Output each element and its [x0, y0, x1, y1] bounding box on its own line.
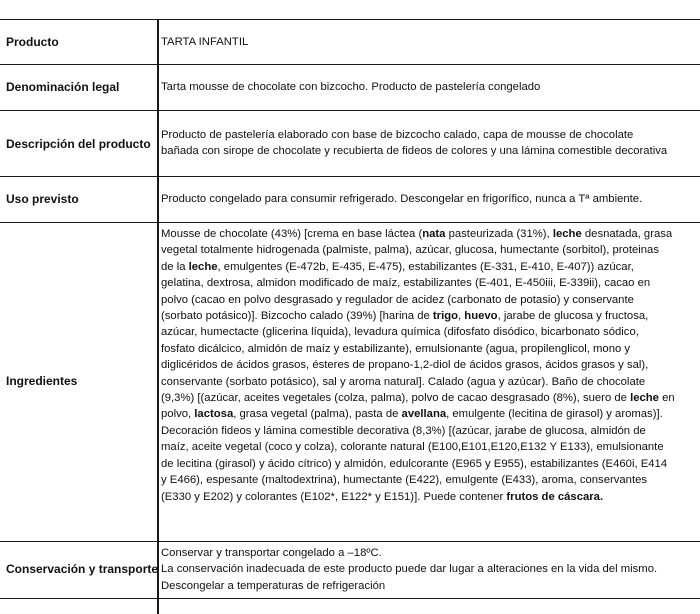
allergen-highlight: trigo — [432, 310, 459, 323]
text-line: Decoración fideos y lámina comestible decorativa (8,3%) [(azúcar, jarabe de glucosa, almidón de — [161, 424, 646, 437]
allergen-highlight: leche — [188, 260, 218, 273]
row-value-conservacion-transporte — [161, 545, 697, 594]
text-line: gelatina, dextrosa, almidon modificado de maíz, estabilizantes (E-401, E-450iii, E-339ii), cacao en — [161, 277, 651, 290]
row-divider — [0, 598, 700, 599]
text-line: vegetal totalmente hidrogenada (palmiste, palma), azúcar, glucosa, humectante (sorbitol), proteinas — [161, 244, 659, 257]
text-line: conservante (sorbato potásico), sal y aroma natural]. Calado (agua y azúcar). Baño de chocolate — [161, 375, 646, 388]
text-line: de lecitina (girasol) y ácido cítrico) y almidón, edulcorante (E965 y E955), estabilizantes (E460i, E414 — [161, 457, 668, 470]
text-line: de la leche, emulgentes (E-472b, E-435, E-475), estabilizantes (E-331, E-410, E-407)) azúcar, — [161, 260, 634, 273]
text-line: azúcar, humectacte (glicerina líquida), levadura química (difosfato disódico, bicarbonato sódico, — [161, 326, 639, 339]
allergen-highlight: huevo — [464, 310, 498, 323]
text-line: (sorbato potásico)]. Bizcocho calado (39%) [harina de trigo, huevo, jarabe de glucosa y fructosa, — [161, 310, 649, 323]
text-line: polvo, lactosa, grasa vegetal (palma), pasta de avellana, emulgente (lecitina de girasol) y aromas)]. — [161, 408, 663, 421]
text-line: Descongelar a temperaturas de refrigeración — [161, 579, 386, 592]
row-divider — [0, 176, 700, 177]
row-label-descripcion-producto: Descripción del producto — [6, 137, 151, 151]
text-line: (9,3%) [(azúcar, aceites vegetales (colza, palma), polvo de cacao desgrasado (8%), suero de leche en — [161, 392, 675, 405]
column-divider — [157, 19, 159, 614]
text-line: maíz, aceite vegetal (coco y colza), colorante natural (E100,E101,E120,E132 Y E133), emulsionante — [161, 441, 664, 454]
text-line: (E330 y E202) y colorantes (E102*, E122* y E151)]. Puede contener frutos de cáscara. — [161, 490, 604, 503]
row-value-denominacion-legal: Tarta mousse de chocolate con bizcocho. Producto de pastelería congelado — [161, 81, 541, 93]
allergen-highlight: lactosa — [194, 408, 234, 421]
text-line: Producto de pastelería elaborado con base de bizcocho calado, capa de mousse de chocolate — [161, 129, 634, 141]
row-divider — [0, 64, 700, 65]
text-line: diglicéridos de ácidos grasos, ésteres de propano-1,2-diol de ácidos grasos, ácidos grasos y sal), — [161, 359, 649, 372]
allergen-highlight: avellana — [401, 408, 447, 421]
text-line: y E466), espesante (maltodextrina), humectante (E422), emulgente (E433), aroma, conservantes — [161, 474, 648, 487]
row-value-descripcion-producto — [161, 127, 697, 160]
row-divider — [0, 19, 700, 20]
row-divider — [0, 541, 700, 542]
allergen-highlight: leche — [552, 228, 582, 240]
text-line: bañada con sirope de chocolate y recubierta de fideos de colores y una lámina comestible decorativa — [161, 145, 668, 158]
row-label-ingredientes: Ingredientes — [6, 374, 78, 388]
allergen-highlight: frutos de cáscara. — [506, 490, 604, 503]
row-divider — [0, 222, 700, 223]
row-value-uso-previsto: Producto congelado para consumir refrigerado. Descongelar en frigorífico, nunca a Tª ambiente. — [161, 193, 643, 205]
text-line: Conservar y transportar congelado a –18ºC. — [161, 547, 382, 559]
allergen-highlight: nata — [422, 228, 446, 240]
text-line: polvo (cacao en polvo desgrasado y regulador de acidez (carbonato de potasio) y conservante — [161, 293, 634, 306]
row-label-conservacion-transporte: Conservación y transporte — [6, 562, 159, 576]
text-line: fosfato dicálcico, almidón de maíz y estabilizante), emulsionante (agua, propilenglicol, mono y — [161, 342, 631, 355]
row-label-uso-previsto: Uso previsto — [6, 192, 79, 206]
row-value-producto: TARTA INFANTIL — [161, 36, 249, 48]
row-divider — [0, 110, 700, 111]
row-label-denominacion-legal: Denominación legal — [6, 80, 120, 94]
row-value-ingredientes — [161, 226, 697, 505]
text-line: La conservación inadecuada de este producto puede dar lugar a alteraciones en la vida del mismo. — [161, 563, 658, 576]
row-label-producto: Producto — [6, 35, 59, 49]
allergen-highlight: leche — [630, 392, 659, 405]
text-line: Mousse de chocolate (43%) [crema en base láctea (nata pasteurizada (31%), leche desnatada, grasa — [161, 228, 673, 240]
